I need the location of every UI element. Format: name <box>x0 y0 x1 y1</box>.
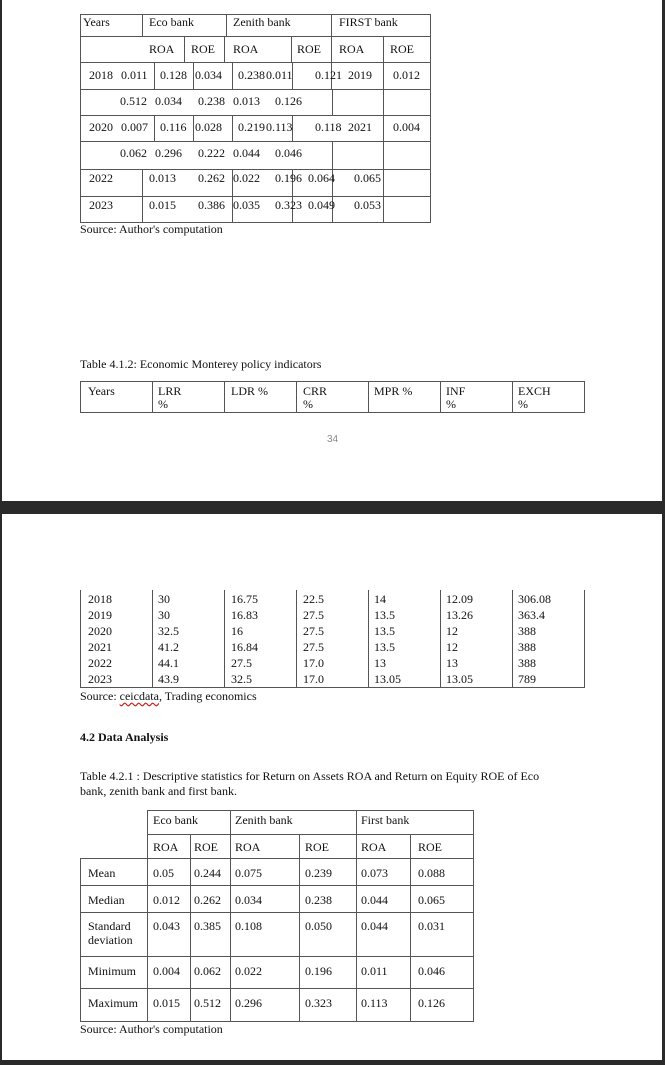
cell: 0.222 <box>198 146 225 160</box>
stat-cell: 0.385 <box>194 919 221 933</box>
table-cell: 17.0 <box>303 656 324 670</box>
table-cell: 388 <box>518 656 536 670</box>
row-label: Standard <box>88 919 131 933</box>
stat-cell: 0.05 <box>153 866 174 880</box>
cell: 0.065 <box>354 171 381 185</box>
stat-cell: 0.126 <box>418 996 445 1010</box>
stat-cell: 0.323 <box>305 996 332 1010</box>
stat-cell: 0.108 <box>235 919 262 933</box>
cell: 0.296 <box>155 146 182 160</box>
subheader-roa: ROA <box>235 840 261 854</box>
cell: 0.007 <box>121 120 148 134</box>
col-header: INF <box>446 384 466 398</box>
header-zenith-bank: Zenith bank <box>233 15 291 29</box>
stat-cell: 0.073 <box>361 866 388 880</box>
col-header: LRR <box>158 384 182 398</box>
cell: 0.004 <box>393 120 420 134</box>
group-first-bank: First bank <box>361 813 410 827</box>
subheader-roa: ROA <box>149 42 175 56</box>
table-caption-cont: bank, zenith bank and first bank. <box>80 784 237 798</box>
table-cell: 17.0 <box>303 672 324 686</box>
row-label: Maximum <box>88 996 138 1010</box>
subheader-roa: ROA <box>233 42 259 56</box>
cell: 0.012 <box>393 68 420 82</box>
row-year: 2023 <box>88 672 112 686</box>
col-header: CRR <box>303 384 328 398</box>
subheader-roa: ROA <box>153 840 179 854</box>
stat-cell: 0.044 <box>361 919 388 933</box>
table-cell: 12 <box>446 624 458 638</box>
stat-cell: 0.244 <box>194 866 221 880</box>
table-cell: 388 <box>518 640 536 654</box>
row-year: 2022 <box>88 656 112 670</box>
subheader-roe: ROE <box>305 840 329 854</box>
table-cell: 13 <box>374 656 386 670</box>
stat-cell: 0.113 <box>361 996 388 1010</box>
cell: 0.011 <box>121 68 148 82</box>
cell: 0.512 <box>120 94 147 108</box>
table-cell: 32.5 <box>231 672 252 686</box>
stat-cell: 0.065 <box>418 893 445 907</box>
subheader-roa: ROA <box>361 840 387 854</box>
col-header-unit: % <box>158 397 168 411</box>
page-number: 34 <box>327 434 339 445</box>
misspelled-word[interactable]: ceicdata <box>119 689 159 703</box>
table-cell: 388 <box>518 624 536 638</box>
cell: 2021 <box>348 120 372 134</box>
subheader-roe: ROE <box>191 42 215 56</box>
subheader-roa: ROA <box>339 42 365 56</box>
table-cell: 13.5 <box>374 624 395 638</box>
stat-cell: 0.050 <box>305 919 332 933</box>
row-year: 2021 <box>88 640 112 654</box>
cell: 0.196 <box>275 171 302 185</box>
stat-cell: 0.046 <box>418 964 445 978</box>
col-header: EXCH <box>518 384 551 398</box>
cell: 0.323 <box>275 198 302 212</box>
stat-cell: 0.022 <box>235 964 262 978</box>
stat-cell: 0.034 <box>235 893 262 907</box>
cell: 0.128 <box>160 68 187 82</box>
table-caption: Table 4.1.2: Economic Monterey policy indicators <box>80 357 322 371</box>
row-label: Minimum <box>88 964 137 978</box>
cell: 0.028 <box>195 120 222 134</box>
header-first-bank: FIRST bank <box>339 15 398 29</box>
stat-cell: 0.512 <box>194 996 221 1010</box>
row-year: 2019 <box>88 608 112 622</box>
table-cell: 363.4 <box>518 608 545 622</box>
stat-cell: 0.004 <box>153 964 180 978</box>
stat-cell: 0.238 <box>305 893 332 907</box>
cell: 0.219 <box>238 120 265 134</box>
cell: 0.022 <box>233 171 260 185</box>
cell: 0.046 <box>275 146 302 160</box>
cell: 0.116 <box>160 120 187 134</box>
subheader-roe: ROE <box>418 840 442 854</box>
cell: 0.011 <box>266 68 293 82</box>
cell: 0.034 <box>195 68 222 82</box>
stat-cell: 0.012 <box>153 893 180 907</box>
table-cell: 27.5 <box>303 624 324 638</box>
cell: 0.118 <box>315 120 342 134</box>
table-cell: 16.84 <box>231 640 258 654</box>
table-cell: 789 <box>518 672 536 686</box>
table-cell: 32.5 <box>158 624 179 638</box>
cell: 2022 <box>89 171 113 185</box>
cell: 0.044 <box>233 146 260 160</box>
table-cell: 16 <box>231 624 243 638</box>
cell: 0.013 <box>149 171 176 185</box>
table-cell: 13.05 <box>446 672 473 686</box>
cell: 2023 <box>89 198 113 212</box>
cell: 0.262 <box>198 171 225 185</box>
row-label: Median <box>88 893 125 907</box>
table-cell: 22.5 <box>303 592 324 606</box>
table-cell: 12 <box>446 640 458 654</box>
table-cell: 13 <box>446 656 458 670</box>
table-cell: 306.08 <box>518 592 551 606</box>
table-cell: 12.09 <box>446 592 473 606</box>
group-eco-bank: Eco bank <box>153 813 198 827</box>
table-cell: 13.05 <box>374 672 401 686</box>
table-cell: 30 <box>158 608 170 622</box>
col-header: MPR % <box>374 384 413 398</box>
cell: 0.013 <box>233 94 260 108</box>
cell: 0.113 <box>266 120 293 134</box>
cell: 2018 <box>89 68 113 82</box>
col-header-unit: % <box>303 397 313 411</box>
cell: 0.034 <box>155 94 182 108</box>
cell: 2020 <box>89 120 113 134</box>
table-cell: 27.5 <box>303 640 324 654</box>
col-header-unit: % <box>446 397 456 411</box>
row-label: Mean <box>88 866 116 880</box>
stat-cell: 0.043 <box>153 919 180 933</box>
stat-cell: 0.196 <box>305 964 332 978</box>
table-cell: 16.83 <box>231 608 258 622</box>
row-year: 2020 <box>88 624 112 638</box>
table-cell: 13.26 <box>446 608 473 622</box>
table-cell: 13.5 <box>374 640 395 654</box>
section-heading: 4.2 Data Analysis <box>80 730 169 744</box>
header-years: Years <box>83 15 110 29</box>
table-source: Source: ceicdata, Trading economics <box>80 689 257 703</box>
stat-cell: 0.031 <box>418 919 445 933</box>
table-source: Source: Author's computation <box>80 1022 223 1036</box>
cell: 0.062 <box>120 146 147 160</box>
cell: 0.053 <box>354 198 381 212</box>
table-source: Source: Author's computation <box>80 222 223 236</box>
subheader-roe: ROE <box>194 840 218 854</box>
cell: 0.015 <box>149 198 176 212</box>
table-cell: 44.1 <box>158 656 179 670</box>
stat-cell: 0.044 <box>361 893 388 907</box>
group-zenith-bank: Zenith bank <box>235 813 293 827</box>
header-eco-bank: Eco bank <box>149 15 194 29</box>
table-cell: 41.2 <box>158 640 179 654</box>
stat-cell: 0.062 <box>194 964 221 978</box>
cell: 0.126 <box>275 94 302 108</box>
subheader-roe: ROE <box>390 42 414 56</box>
table-cell: 14 <box>374 592 386 606</box>
document-page-2 <box>2 514 662 1060</box>
cell: 0.238 <box>238 68 265 82</box>
cell: 2019 <box>348 68 372 82</box>
cell: 0.064 <box>308 171 335 185</box>
stat-cell: 0.015 <box>153 996 180 1010</box>
stat-cell: 0.262 <box>194 893 221 907</box>
stat-cell: 0.239 <box>305 866 332 880</box>
table-cell: 30 <box>158 592 170 606</box>
row-year: 2018 <box>88 592 112 606</box>
subheader-roe: ROE <box>297 42 321 56</box>
col-header: Years <box>88 384 115 398</box>
row-label-cont: deviation <box>88 933 133 947</box>
table-cell: 27.5 <box>303 608 324 622</box>
table-cell: 16.75 <box>231 592 258 606</box>
cell: 0.049 <box>308 198 335 212</box>
stat-cell: 0.011 <box>361 964 388 978</box>
cell: 0.121 <box>315 68 342 82</box>
table-cell: 13.5 <box>374 608 395 622</box>
stat-cell: 0.075 <box>235 866 262 880</box>
table-caption: Table 4.2.1 : Descriptive statistics for Return on Assets ROA and Return on Equity ROE of Eco <box>80 769 540 783</box>
table-cell: 27.5 <box>231 656 252 670</box>
cell: 0.386 <box>198 198 225 212</box>
table-cell: 43.9 <box>158 672 179 686</box>
stat-cell: 0.088 <box>418 866 445 880</box>
cell: 0.035 <box>233 198 260 212</box>
cell: 0.238 <box>198 94 225 108</box>
stat-cell: 0.296 <box>235 996 262 1010</box>
col-header-unit: % <box>518 397 528 411</box>
document-page-1 <box>2 0 662 501</box>
col-header: LDR % <box>231 384 268 398</box>
